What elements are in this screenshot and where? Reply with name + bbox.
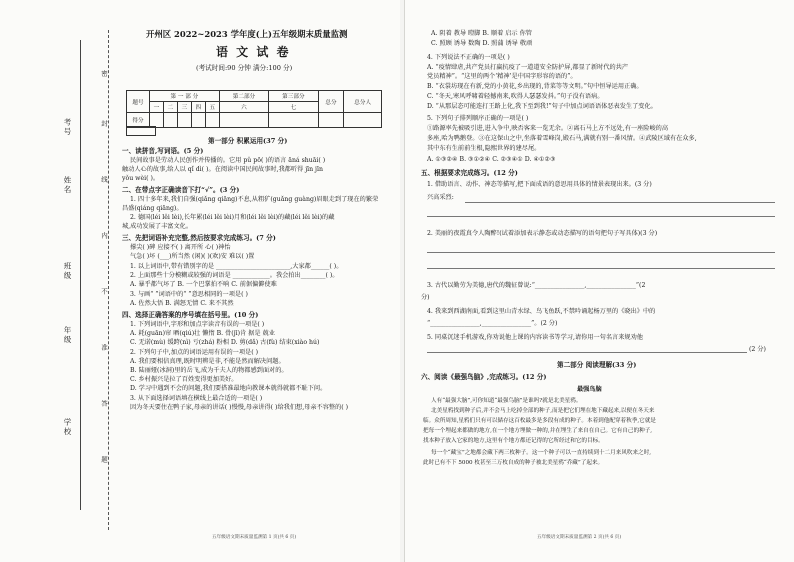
q4-5-line-3: 其中东有生前前生根,隐熙世界的建尽尾。 xyxy=(427,145,541,152)
q5-5-line-2: (2 分) xyxy=(749,346,766,353)
q4-line-7: C. 乡村振兴是拉了百姓变得更加美好。 xyxy=(130,376,238,383)
score-cell[interactable] xyxy=(177,113,191,128)
q5-2-stem: 2. 美丽的夜霞真令人陶醉!(试着添加表示静态或动态描写的语句把句子写具体)(3 分) xyxy=(427,230,658,237)
score-table-part2: 第二部分 xyxy=(219,91,268,102)
passage-line-1: 人有“最强大脑”,可你知道“最强鸟脑”是谁吗?就是北美星鸦。 xyxy=(431,398,582,404)
q1-line-1: 民间故事是劳动人民创作并传播的。它用 pǔ pō( )的语言 āná shuāi( ) xyxy=(130,157,326,164)
cut-word-5: 不 xyxy=(100,288,108,297)
exam-page-2 xyxy=(404,0,794,562)
score-cell[interactable] xyxy=(318,113,344,128)
binding-label-school: 学校 xyxy=(63,418,72,437)
exam-title-line: 开州区 2022~2023 学年度(上)五年级期末质量监测 xyxy=(146,29,348,39)
q3-line-5: A. 暴乎都气坏了 B. 一个巴掌拍不响 C. 前倨偏僻使难 xyxy=(130,281,277,288)
passage-line-3: 临。众所周知,星鸦们只有可以储存这百枚最多是多段有成的种子。本着到他配穿着秋季,它就是 xyxy=(423,418,656,424)
cut-word-8: 题 xyxy=(100,456,108,465)
q4-4-option-d: D. “从那层态可能连打王路上化,我下至到我!”句子中加点词语语体恶表发生了变化。 xyxy=(427,103,657,110)
q4-3-options-1: A. 阴着 教导 瞪脚 B. 顺着 启示 你管 xyxy=(431,30,532,37)
passage-line-7: 此时已有不下 5000 枚甚至三万枚自成的种子被北美星鸦“乔藏”了起来。 xyxy=(423,460,604,466)
q1-title: 一、读拼音,写词语。(5 分) xyxy=(122,147,204,155)
binding-label-grade: 年级 xyxy=(63,326,72,345)
score-col-5: 五 xyxy=(205,102,219,113)
q4-line-8: D. 学习中遇到不会的问题,我们要搭准最地向教课本就得就都不耻下问。 xyxy=(130,385,327,392)
score-col-3: 三 xyxy=(177,102,191,113)
binding-label-exam-number: 考号 xyxy=(63,118,72,137)
score-table-part1: 第 一 部 分 xyxy=(150,91,220,102)
score-cell[interactable] xyxy=(269,113,318,128)
score-table-total: 总分 xyxy=(318,91,344,113)
q4-line-6: B. 陆丽娅(冰洞)里的岳飞,成为千夫人的物都感到面对的。 xyxy=(130,367,288,374)
q6-title: 六、阅读《最强鸟脑》,完成练习。(12 分) xyxy=(421,373,547,381)
q3-line-2: 气急( )坏 (___)所当然 (闲)( )(欢)安 难以( )置 xyxy=(130,253,255,260)
q5-5-line-1: 5. 同桌沉迷手机游戏,你劝说他上课的内容读书等学习,请你用一句名言来规劝他 xyxy=(427,334,643,341)
score-table-part3: 第三部分 xyxy=(269,91,318,102)
q5-1-stem: 1. 借助语言、动作、神态等描写,把下面成语的意思用具体的情景表现出来。(3 分) xyxy=(427,181,652,188)
q5-1-prompt: 兴高采烈: xyxy=(427,194,454,201)
q4-4-option-c: C. “冬天,寒风呼啸着轻撼南来,吹得人瑟瑟发抖。”句子没有语病。 xyxy=(427,93,604,100)
score-row-label: 得分 xyxy=(127,113,150,128)
q3-line-3: 1. 以上词语中,带有错别字的是 ________________________,大家都______( )。 xyxy=(130,263,343,270)
q4-5-options: A. ①③②④ B. ③①②④ C. ②③④① D. ④①②③ xyxy=(427,156,556,163)
cut-line xyxy=(108,30,109,530)
q4-line-2: A. 耗(guān)帘 晒(qiú)壮 懒惰 B. 骨(jī)肯 据是 兢业 xyxy=(130,330,275,337)
q4-5-stem: 5. 下列句子排列顺序正确的一项是( ) xyxy=(427,115,529,122)
score-cell[interactable] xyxy=(163,113,177,128)
score-col-2: 二 xyxy=(163,102,177,113)
q4-line-1: 1. 下列词语中,字形和加点字读音有误的一项是( ) xyxy=(130,321,265,328)
binding-fill-line xyxy=(80,40,81,510)
score-cell[interactable] xyxy=(205,113,219,128)
cut-word-1: 密 xyxy=(100,70,108,79)
q2-line-2: 昌盛(qiáng qiāng)。 xyxy=(122,205,183,212)
q4-5-line-2: 多座,哈为鸭鹅登。③在这保山之中,坐落着雪峰岗,殿石马,满就有别一番风情。④武陵区域有在众多, xyxy=(427,135,697,142)
q2-line-1: 1. 四十多年来,我们自强(qiǎng qiāng)不息,从粗犷(guǎng guàng)眉眼走到了现在的繁荣 xyxy=(130,196,379,203)
answer-line[interactable] xyxy=(427,252,775,253)
q4-title: 四、选择正确答案的序号填在括号里。(10 分) xyxy=(122,311,259,319)
q2-title: 二、在带点字正确读音下打“√”。(3 分) xyxy=(122,186,240,194)
cut-word-7: 答 xyxy=(100,400,108,409)
score-col-4: 四 xyxy=(191,102,205,113)
passage-line-6: 每一个“藏宝”之地都会藏下两三枚种子。这一个种子可以一直持续到十二月来风吹来之时, xyxy=(431,450,652,456)
score-cell[interactable] xyxy=(219,113,268,128)
q3-line-7: A. 佐然大悟 B. 满怒无情 C. 来不其然 xyxy=(130,300,234,307)
q4-3-options-2: C. 照顾 诱导 数陶 D. 照蒲 诱导 敬顽 xyxy=(431,40,533,47)
q5-4-line-2: “________________,________________”。(2 分) xyxy=(427,320,558,327)
q4-4-option-a: A. “疫情肆虐,共产党员打赢抗疫了一道道安全防护屏,都显了新时代的共产 xyxy=(427,64,629,71)
binding-label-class: 班级 xyxy=(63,262,72,281)
passage-line-4: 把每一个埋起来都做的地方,在一个地方埋做一种的,并在埋生了来自在自己。它有自己的种子, xyxy=(423,428,653,434)
cut-word-3: 线 xyxy=(100,176,108,185)
answer-line[interactable] xyxy=(427,216,775,217)
page-footer-1: 五年级语文期末质量监测第 1 页(共 6 页) xyxy=(212,535,297,540)
answer-line[interactable] xyxy=(427,268,775,269)
score-table xyxy=(126,90,382,128)
score-col-6: 六 xyxy=(219,102,268,113)
q4-line-4: 2. 下列句子中,加点的词语运用有误的一项是( ) xyxy=(130,349,259,356)
score-col-7: 七 xyxy=(269,102,318,113)
q4-5-line-1: ①路源率先被吸引进,进入争中,映否客来一览无余。②离石马上方不远处,有一座险峻的高 xyxy=(427,125,669,132)
q5-4-line-1: 4. 我来到西湖南面,看到这里山青水绿、鸟飞鱼跃,不禁吟诵起杨万里的《晓出》中的 xyxy=(427,308,656,315)
q3-line-6: 3. 与画“ ”词语中的“ ”意思相同的一项是( ) xyxy=(130,291,248,298)
q4-4-stem: 4. 下列说法不正确的一项是( ) xyxy=(427,54,510,61)
q5-title: 五、根据要求完成练习。(12 分) xyxy=(421,169,518,177)
answer-line[interactable] xyxy=(427,352,747,353)
q2-line-4: 城,成功发展了丰富文化。 xyxy=(122,223,193,230)
passage-title: 最强鸟脑 xyxy=(577,386,602,393)
score-table-header: 题号 xyxy=(127,91,150,113)
score-col-1: 一 xyxy=(150,102,164,113)
part1-title: 第一部分 积累运用(37 分) xyxy=(208,137,288,145)
q4-4-option-a-cont: 党员精神”。“这里的两个‘精神’是中国字形容的语的”。 xyxy=(427,73,577,80)
q4-line-3: C. 无诺(mù) 缓跨(nì) 亏(zhá) 粉相 D. 剪(dǎ) 古(fù) 结束(xiào hú) xyxy=(130,339,320,346)
answer-line[interactable] xyxy=(465,202,775,203)
q5-3-line-2: 分) xyxy=(421,294,430,301)
q5-3-line-1: 3. 古代以勤劳为美德,唐代的魏征曾说:“________________,________________”(2 xyxy=(427,282,646,289)
q4-line-9: 3. 从下面选择词语填在横线上最合适的一项是( ) xyxy=(130,395,263,402)
q4-line-5: A. 我们要相信真理,既时明辨是非,不能是然而解决问题。 xyxy=(130,358,285,365)
q3-title: 三、先把词语补充完整,然后按要求完成练习。(7 分) xyxy=(122,234,276,242)
q3-line-4: 2. 上面那些十分模糊或较强的词语是 ____________。我会拍出________( )。 xyxy=(130,272,339,279)
score-table-grader: 总分人 xyxy=(344,91,382,113)
score-cell[interactable] xyxy=(191,113,205,128)
exam-info: (考试时间:90 分钟 满分:100 分) xyxy=(196,64,293,72)
part2-title: 第二部分 阅读理解(33 分) xyxy=(557,361,637,369)
passage-line-5: 找本种子放入它家的地方,这里有个地方都还记得的它所经过和它的目标。 xyxy=(423,438,604,444)
cut-word-6: 准 xyxy=(100,344,108,353)
binding-label-name: 姓名 xyxy=(63,176,72,195)
q1-line-3: yǒu wèi( )。 xyxy=(122,175,160,182)
q3-line-1: 撑尖( )碑 应接不( ) 离开所 心( )神怡 xyxy=(130,244,231,251)
q2-line-3: 2. 德国(léi lěi lèi),长年累(léi lěi lèi)月和(léi lěi lèi)的藏(léi lěi lèi)的藏 xyxy=(130,214,335,221)
q4-line-10: 因为冬天要住在鸭子家,母亲的讲话( )慢慢,母亲讲得( )给我们想,母亲不容整的( ) xyxy=(130,404,349,411)
passage-line-2: 北美星鸦找到种子后,并不会马上吃掉全部的种子,而是把它们埋在地下藏起来,以便在冬天来 xyxy=(431,408,655,414)
q1-line-2: 触动人心的故事,给人以 qǐ dì( )。在阅读中国民间故事时,我都听得 jīn jīn xyxy=(122,166,323,173)
score-cell[interactable] xyxy=(344,113,382,128)
subject-title: 语 文 试 卷 xyxy=(216,45,291,59)
cut-word-2: 封 xyxy=(100,120,108,129)
grader-box xyxy=(126,126,156,136)
cut-word-4: 内 xyxy=(100,232,108,241)
q4-4-option-b: B. “衣裳坊现在有新,党的小黄花,乡出现的,背菜等等文明。”句中恒导运用正确。 xyxy=(427,83,643,90)
page-footer-2: 五年级语文期末质量监测第 2 页(共 6 页) xyxy=(537,535,622,540)
